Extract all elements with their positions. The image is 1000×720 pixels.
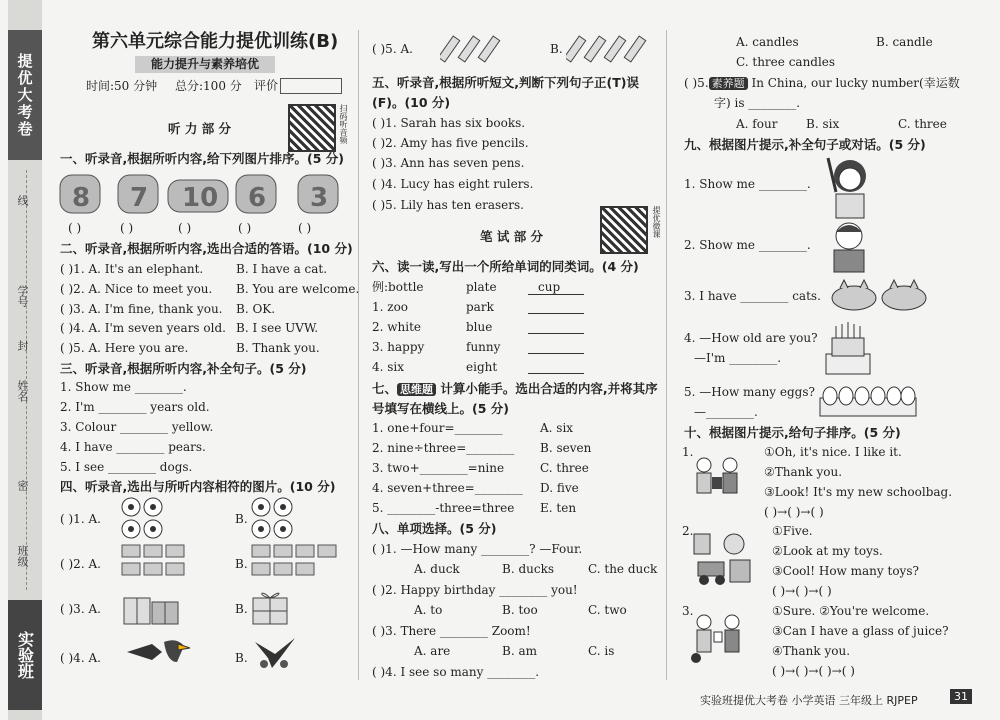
qr-code[interactable] <box>288 104 336 152</box>
q10-group-number: 1. <box>682 445 694 459</box>
total-score: 总分:100 分 <box>175 79 242 93</box>
q10-order-blanks[interactable]: ( )→( )→( )→( ) <box>772 664 855 678</box>
q7-item[interactable]: 1. one+four=________ <box>372 421 503 435</box>
q8-title: 八、单项选择。(5 分) <box>372 521 497 536</box>
q5-title: 五、听录音,根据所听短文,判断下列句子正(T)误 <box>372 75 639 90</box>
evaluation-box <box>280 78 342 94</box>
q2-option-b: B. You are welcome. <box>236 282 360 296</box>
q3-item[interactable]: 2. I'm ________ years old. <box>60 400 210 414</box>
q2-item[interactable]: ( )2. A. Nice to meet you. <box>60 282 213 296</box>
swallow-icon <box>250 632 300 672</box>
digit-10: 10 <box>182 183 219 213</box>
q8-item[interactable]: ( )1. —How many ________? —Four. <box>372 542 583 556</box>
q4-item[interactable]: ( )2. A. <box>60 557 101 571</box>
evaluation-field[interactable] <box>254 78 342 94</box>
q6-word: plate <box>466 280 497 294</box>
q8-option[interactable]: C. three <box>898 117 947 131</box>
q8-item[interactable]: ( )4. I see so many ________. <box>372 665 540 679</box>
q8-option[interactable]: C. two <box>588 603 627 617</box>
q9-item[interactable]: 3. I have ________ cats. <box>684 289 821 303</box>
q8-option[interactable]: B. too <box>502 603 538 617</box>
q10-sentence: ②Look at my toys. <box>772 544 883 558</box>
q5-title-cont: (F)。(10 分) <box>372 95 451 110</box>
q3-item[interactable]: 3. Colour ________ yellow. <box>60 420 214 434</box>
q7-item[interactable]: 5. ________-three=three <box>372 501 515 515</box>
q2-title: 二、听录音,根据所听内容,选出合适的答语。(10 分) <box>60 241 353 256</box>
q8-item-5-cont: 字) is ________. <box>714 96 801 110</box>
q10-order-blanks[interactable]: ( )→( )→( ) <box>764 505 824 519</box>
q8-option[interactable]: C. three candles <box>736 55 836 69</box>
q2-item[interactable]: ( )1. A. It's an elephant. <box>60 262 204 276</box>
q8-option[interactable]: A. duck <box>414 562 460 576</box>
q6-word: 1. zoo <box>372 300 409 314</box>
boy-icon <box>824 218 874 274</box>
side-label-secret: 密 <box>16 480 29 491</box>
q9-item: 5. —How many eggs? <box>684 385 815 399</box>
q4-item[interactable]: ( )5. A. <box>372 42 413 56</box>
girl-icon <box>822 154 878 220</box>
q6-title: 六、读一读,写出一个所给单词的同类词。(4 分) <box>372 259 639 274</box>
page-subtitle: 能力提升与素养培优 <box>135 56 275 73</box>
q2-option-b: B. Thank you. <box>236 341 320 355</box>
q3-item[interactable]: 5. I see ________ dogs. <box>60 460 193 474</box>
q10-order-blanks[interactable]: ( )→( )→( ) <box>772 584 832 598</box>
column-divider <box>666 30 667 680</box>
q8-option[interactable]: A. to <box>414 603 443 617</box>
q7-title-cont: 号填写在横线上。(5 分) <box>372 401 509 416</box>
q10-group-number: 2. <box>682 524 694 538</box>
q7-title: 七、 思维题 计算小能手。选出合适的内容,并将其序 <box>372 381 658 396</box>
q4-item[interactable]: ( )1. A. <box>60 512 101 526</box>
q2-option-b: B. OK. <box>236 302 276 316</box>
digit-3: 3 <box>310 183 329 213</box>
brand-logo: 实验班 <box>8 600 42 710</box>
q6-word: 4. six <box>372 360 405 374</box>
hand-number-icons <box>58 170 348 220</box>
digit-8: 8 <box>72 183 91 213</box>
q10-sentence: ①Sure. ②You're welcome. <box>772 604 930 618</box>
q10-group-number: 3. <box>682 604 694 618</box>
q8-option[interactable]: A. candles <box>736 35 799 49</box>
q9-item[interactable]: —________. <box>694 405 758 419</box>
q8-option[interactable]: C. is <box>588 644 615 658</box>
q5-item[interactable]: ( )2. Amy has five pencils. <box>372 136 529 150</box>
q6-word: blue <box>466 320 493 334</box>
children-juice-icon <box>690 612 752 664</box>
side-label-id: 学号 <box>16 285 29 307</box>
q2-item[interactable]: ( )4. A. I'm seven years old. <box>60 321 226 335</box>
q1-blank[interactable]: ( ) <box>298 221 312 235</box>
q4-option-b[interactable]: B. <box>235 557 248 571</box>
q1-title: 一、听录音,根据所听内容,给下列图片排序。(5 分) <box>60 151 344 166</box>
blocks-icon <box>120 543 190 583</box>
q7-item[interactable]: 4. seven+three=________ <box>372 481 523 495</box>
q6-word: 3. happy <box>372 340 425 354</box>
q8-option[interactable]: A. are <box>414 644 451 658</box>
series-logo: 提优大考卷 <box>8 30 42 160</box>
q5-item[interactable]: ( )5. Lily has ten erasers. <box>372 198 524 212</box>
q8-5-number: ( )5. <box>684 76 709 90</box>
qr-code[interactable] <box>600 206 648 254</box>
q5-item[interactable]: ( )3. Ann has seven pens. <box>372 156 525 170</box>
q7-option: E. ten <box>540 501 577 515</box>
football-icon <box>250 496 294 540</box>
q8-item[interactable]: ( )3. There ________ Zoom! <box>372 624 531 638</box>
q8-5-text: In China, our lucky number(幸运数 <box>751 76 960 90</box>
qr-caption: 扫码听音频 <box>339 104 348 144</box>
q5-item[interactable]: ( )4. Lucy has eight rulers. <box>372 177 534 191</box>
bird-icon <box>122 632 192 672</box>
q8-option[interactable]: A. four <box>736 117 778 131</box>
q4-title: 四、听录音,选出与所听内容相符的图片。(10 分) <box>60 479 336 494</box>
birthday-cake-icon <box>820 318 876 378</box>
q10-title: 十、根据图片提示,给句子排序。(5 分) <box>684 425 901 440</box>
q8-option[interactable]: C. the duck <box>588 562 658 576</box>
q9-item[interactable]: 1. Show me ________. <box>684 177 811 191</box>
q2-option-b: B. I see UVW. <box>236 321 319 335</box>
q6-answer-blank[interactable] <box>528 341 584 354</box>
q8-item[interactable]: ( )2. Happy birthday ________ you! <box>372 583 578 597</box>
q8-option[interactable]: B. six <box>806 117 840 131</box>
q7-option: D. five <box>540 481 579 495</box>
section-written: 笔 试 部 分 <box>480 229 544 244</box>
q10-sentence: ②Thank you. <box>764 465 843 479</box>
q1-blank[interactable]: ( ) <box>120 221 134 235</box>
qr-caption: 提优微课 <box>652 206 661 238</box>
q1-blank[interactable]: ( ) <box>68 221 82 235</box>
q9-item[interactable]: 2. Show me ________. <box>684 238 811 252</box>
q7-option: C. three <box>540 461 589 475</box>
q4-option-b[interactable]: B. <box>235 512 248 526</box>
literacy-tag: 素养题 <box>709 77 748 90</box>
q1-blank[interactable]: ( ) <box>178 221 192 235</box>
q10-sentence: ④Thank you. <box>772 644 851 658</box>
q6-word: park <box>466 300 494 314</box>
q6-answer-blank[interactable] <box>528 321 584 334</box>
thinking-tag: 思维题 <box>397 383 436 396</box>
q6-answer: cup <box>528 281 584 295</box>
q7-title-text: 计算小能手。选出合适的内容,并将其序 <box>440 381 658 396</box>
cats-icon <box>830 278 930 312</box>
side-label-line: 线 <box>16 195 29 206</box>
q1-blank[interactable]: ( ) <box>238 221 252 235</box>
q6-answer-blank[interactable] <box>528 301 584 314</box>
q2-item[interactable]: ( )3. A. I'm fine, thank you. <box>60 302 223 316</box>
blocks-icon <box>250 543 340 583</box>
q10-sentence: ①Oh, it's nice. I like it. <box>764 445 902 459</box>
q3-item[interactable]: 1. Show me ________. <box>60 380 187 394</box>
q10-sentence: ①Five. <box>772 524 813 538</box>
q4-item[interactable]: ( )4. A. <box>60 651 101 665</box>
q2-option-b: B. I have a cat. <box>236 262 328 276</box>
side-label-name: 姓名 <box>16 380 29 402</box>
q10-sentence: ③Cool! How many toys? <box>772 564 919 578</box>
pens-icon <box>566 32 656 66</box>
evaluation-label: 评价 <box>254 78 279 93</box>
children-schoolbag-icon <box>690 455 746 501</box>
q3-item[interactable]: 4. I have ________ pears. <box>60 440 206 454</box>
q4-option-b[interactable]: B. <box>550 42 563 56</box>
q9-item: 4. —How old are you? <box>684 331 818 345</box>
football-icon <box>120 496 164 540</box>
digit-6: 6 <box>248 183 267 213</box>
q9-item[interactable]: —I'm ________. <box>694 351 782 365</box>
q6-word: funny <box>466 340 501 354</box>
q7-option: B. seven <box>540 441 592 455</box>
q4-option-b[interactable]: B. <box>235 602 248 616</box>
q3-title: 三、听录音,根据所听内容,补全句子。(5 分) <box>60 361 307 376</box>
q6-word: 例:bottle <box>372 280 424 294</box>
q7-item[interactable]: 3. two+________=nine <box>372 461 505 475</box>
q4-item[interactable]: ( )3. A. <box>60 602 101 616</box>
page-title: 第六单元综合能力提优训练(B) <box>92 31 339 52</box>
digit-7: 7 <box>130 183 149 213</box>
q6-word: 2. white <box>372 320 422 334</box>
q9-title: 九、根据图片提示,补全句子或对话。(5 分) <box>684 137 926 152</box>
side-label-class: 班级 <box>16 545 29 567</box>
q10-sentence: ③Look! It's my new schoolbag. <box>764 485 953 499</box>
q10-sentence: ③Can I have a glass of juice? <box>772 624 949 638</box>
pens-icon <box>440 32 510 66</box>
q7-option: A. six <box>540 421 574 435</box>
q4-option-b[interactable]: B. <box>235 651 248 665</box>
section-listening: 听 力 部 分 <box>168 121 232 136</box>
footer-text: 实验班提优大考卷 小学英语 三年级上 RJPEP <box>700 694 918 707</box>
egg-carton-icon <box>818 384 918 418</box>
q8-option[interactable]: B. ducks <box>502 562 555 576</box>
page-number: 31 <box>950 689 972 704</box>
q6-word: eight <box>466 360 498 374</box>
q6-answer-blank[interactable] <box>528 361 584 374</box>
q2-item[interactable]: ( )5. A. Here you are. <box>60 341 189 355</box>
q8-option[interactable]: B. am <box>502 644 537 658</box>
q7-item[interactable]: 2. nine÷three=________ <box>372 441 515 455</box>
column-divider <box>358 30 359 680</box>
toys-icon <box>690 530 756 588</box>
q8-option[interactable]: B. candle <box>876 35 933 49</box>
q8-item-5[interactable] <box>684 77 960 90</box>
side-label-seal: 封 <box>16 340 29 351</box>
gift-box-icon <box>250 586 290 626</box>
gift-box-icon <box>122 588 182 626</box>
time-limit: 时间:50 分钟 <box>86 79 158 93</box>
q5-item[interactable]: ( )1. Sarah has six books. <box>372 116 526 130</box>
